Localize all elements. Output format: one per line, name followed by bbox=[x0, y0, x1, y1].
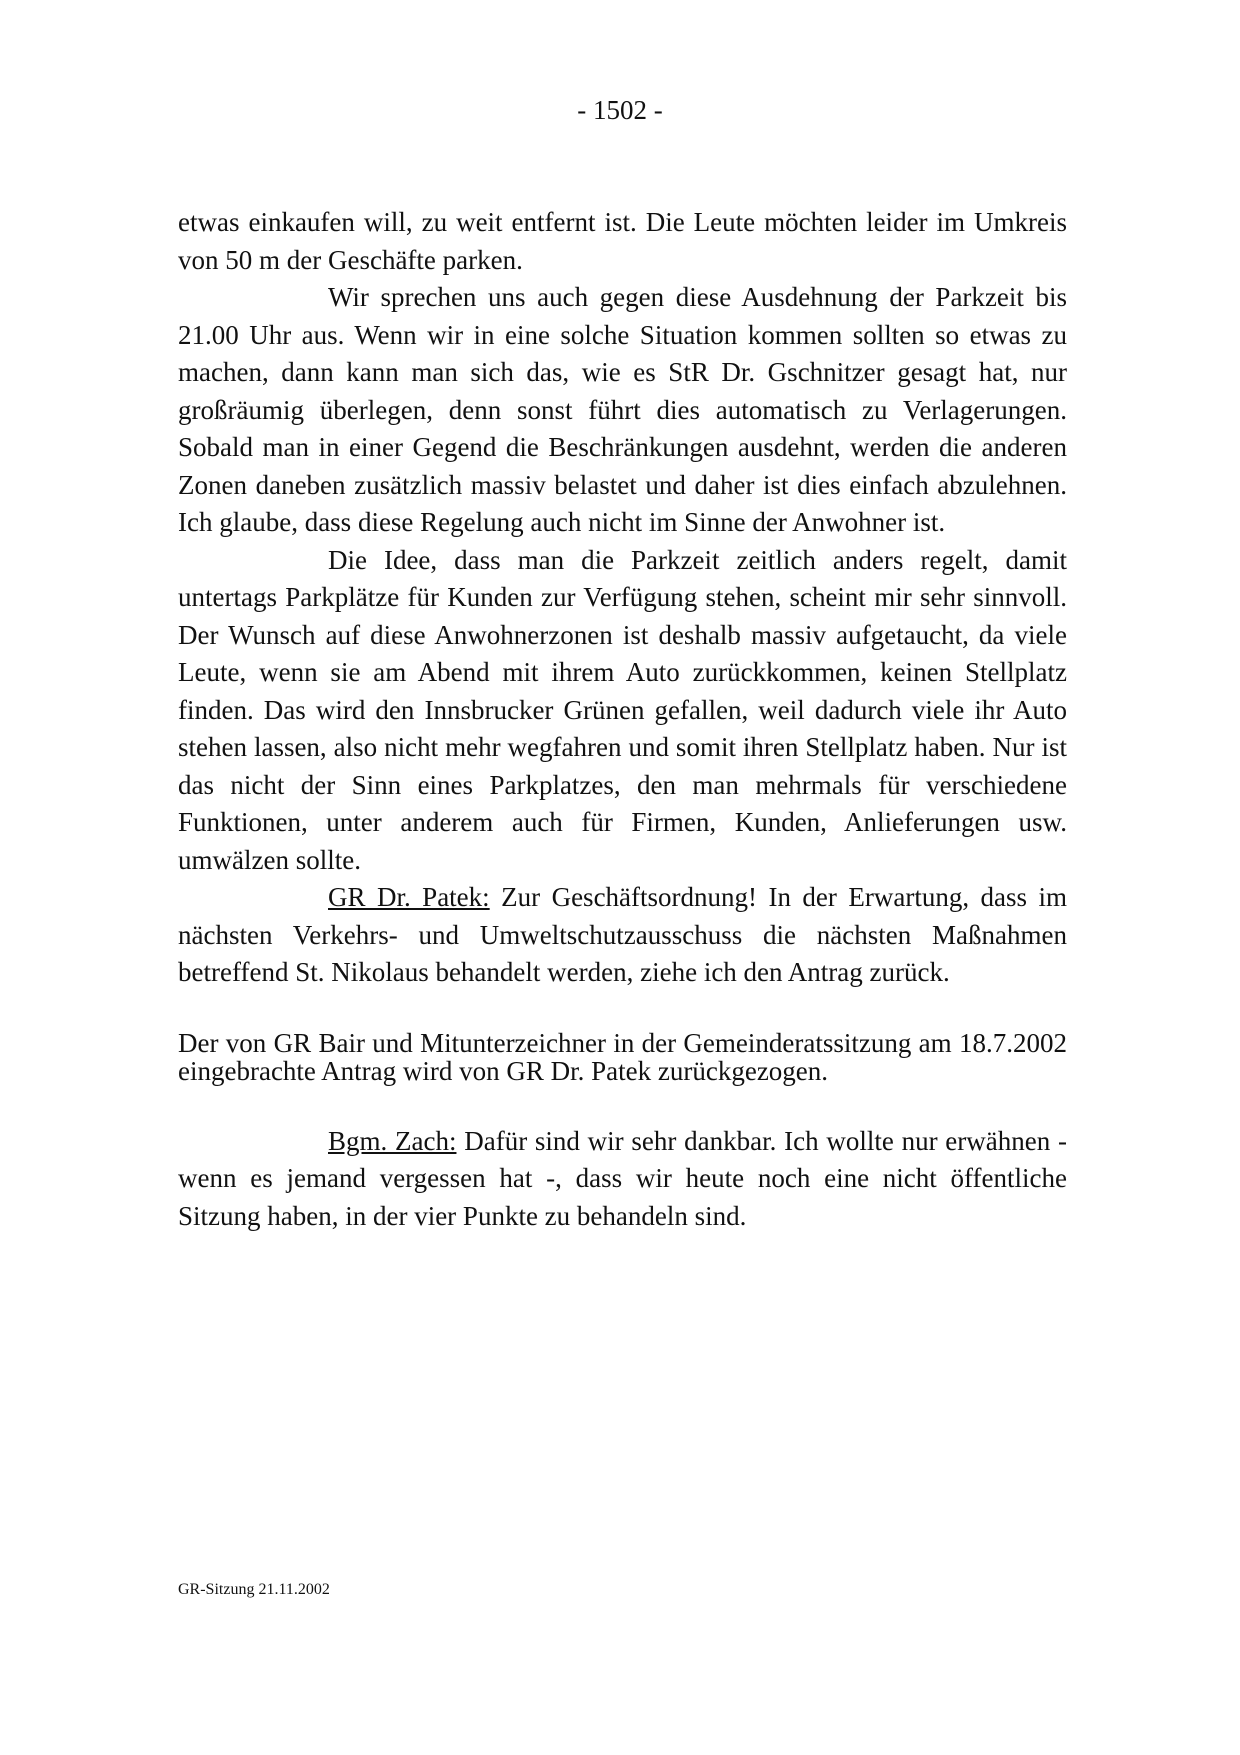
statement-text: Zur Geschäftsordnung! In der Erwartung, dass im nächsten Verkehrs- und Umweltschutzausschuss die nächsten Maßnahmen betreffend St. Nikolaus behandelt werden, ziehe ich den Antrag zurück. bbox=[178, 882, 1067, 987]
paragraph-continuation: etwas einkaufen will, zu weit entfernt ist. Die Leute möchten leider im Umkreis von 50 m der Geschäfte parken. bbox=[178, 207, 1067, 275]
resolution-paragraph: Der von GR Bair und Mitunterzeichner in der Gemeinderatssitzung am 18.7.2002 eingebrachte Antrag wird von GR Dr. Patek zurückgezogen. bbox=[178, 1027, 1067, 1086]
page-number: - 1502 - bbox=[577, 95, 663, 125]
page-footer: GR-Sitzung 21.11.2002 bbox=[178, 1581, 330, 1598]
document-body bbox=[178, 204, 1067, 1235]
paragraph-parking-idea: Die Idee, dass man die Parkzeit zeitlich anders regelt, damit untertags Parkplätze für Kunden zur Verfügung stehen, scheint mir sehr sinnvoll. Der Wunsch auf diese Anwohnerzonen ist deshalb massiv aufgetaucht, da viele Leute, wenn sie am Abend mit ihrem Auto zurückkommen, keinen Stellplatz finden. Das wird den Innsbrucker Grünen gefallen, weil dadurch viele ihr Auto stehen lassen, also nicht mehr wegfahren und somit ihren Stellplatz haben. Nur ist das nicht der Sinn eines Parkplatzes, den man mehrmals für verschiedene Funktionen, unter anderem auch für Firmen, Kunden, Anlieferungen usw. umwälzen sollte. bbox=[178, 544, 1067, 875]
paragraph-zach-statement bbox=[178, 1123, 1067, 1236]
paragraph-patek-statement bbox=[178, 879, 1067, 992]
statement-text: Dafür sind wir sehr dankbar. Ich wollte nur erwähnen - wenn es jemand vergessen hat -, dass wir heute noch eine nicht öffentliche Sitzung haben, in der vier Punkte zu behandeln sind. bbox=[178, 1125, 1067, 1231]
speaker-name: GR Dr. Patek: bbox=[328, 882, 490, 912]
paragraph-parking-extension: Wir sprechen uns auch gegen diese Ausdehnung der Parkzeit bis 21.00 Uhr aus. Wenn wir in eine solche Situation kommen sollten so etwas zu machen, dann kann man sich das, wie es StR Dr. Gschnitzer gesagt hat, nur großräumig überlegen, denn sonst führt dies automatisch zu Verlagerungen. Sobald man in einer Gegend die Beschränkungen ausdehnt, werden die anderen Zonen daneben zusätzlich massiv belastet und daher ist dies einfach abzulehnen. Ich glaube, dass diese Regelung auch nicht im Sinne der Anwohner ist. bbox=[178, 282, 1067, 537]
speaker-name: Bgm. Zach: bbox=[328, 1125, 457, 1156]
